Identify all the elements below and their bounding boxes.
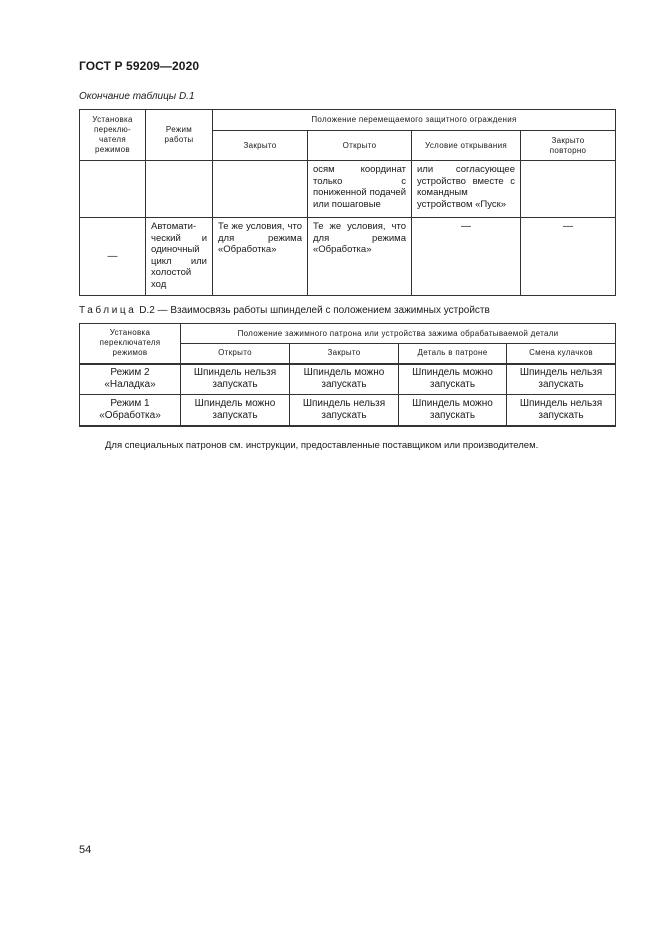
- footnote: Для специальных патронов см. инструкции, предоставленные поставщиком или производителем.: [105, 440, 539, 451]
- table-cell: Шпиндель нельзя запускать: [507, 395, 616, 426]
- table-row: [80, 218, 616, 296]
- table-cell-mode: Режим 2 «Наладка»: [80, 364, 181, 395]
- table-cell: Шпиндель можно запускать: [399, 364, 507, 395]
- table-d2-caption: Таблица D.2 — Взаимосвязь работы шпинделей с положением зажимных устройств: [79, 305, 490, 316]
- table-cell: —: [521, 218, 616, 296]
- table-cell: Шпиндель нельзя запускать: [181, 364, 290, 395]
- header-jaw-change: Смена кулачков: [507, 344, 616, 364]
- table-cell: Шпиндель нельзя запускать: [290, 395, 399, 426]
- header-open-condition: Условие открывания: [412, 131, 521, 161]
- table-row: [80, 161, 616, 218]
- table-d1-continuation-caption: Окончание таблицы D.1: [79, 91, 195, 102]
- table-cell: Те же условия, что для режима «Обработка»: [213, 218, 308, 296]
- table-d2: [79, 323, 616, 427]
- header-closed: Закрыто: [213, 131, 308, 161]
- table-row: [80, 364, 616, 395]
- table-cell: [213, 161, 308, 218]
- header-chuck-position: Положение зажимного патрона или устройства зажима обрабатываемой детали: [181, 324, 616, 344]
- table-cell: —: [80, 218, 146, 296]
- header-open: Открыто: [181, 344, 290, 364]
- header-part-in-chuck: Деталь в патроне: [399, 344, 507, 364]
- table-cell: —: [412, 218, 521, 296]
- header-closed-again: Закрыто повторно: [521, 131, 616, 161]
- table-cell: [521, 161, 616, 218]
- header-mode-setting: Установка переклю- чателя режимов: [80, 110, 146, 161]
- header-work-mode: Режим работы: [146, 110, 213, 161]
- table-cell: Шпиндель можно запускать: [181, 395, 290, 426]
- header-mode-setting: Установка переключателя режимов: [80, 324, 181, 364]
- document-id: ГОСТ Р 59209—2020: [79, 59, 200, 73]
- table-cell: [146, 161, 213, 218]
- table-cell: Шпиндель нельзя запускать: [507, 364, 616, 395]
- header-guard-position: Положение перемещаемого защитного ограждения: [213, 110, 616, 131]
- table-cell: или согласующее устройство вместе с командным устройством «Пуск»: [412, 161, 521, 218]
- table-cell: Шпиндель можно запускать: [290, 364, 399, 395]
- table-cell: Шпиндель можно запускать: [399, 395, 507, 426]
- table-d1: [79, 109, 616, 296]
- header-closed: Закрыто: [290, 344, 399, 364]
- table-cell: осям координат только с пониженной подачей или пошаговые: [308, 161, 412, 218]
- table-cell: Те же условия, что для режима «Обработка»: [308, 218, 412, 296]
- page-number: 54: [79, 844, 92, 856]
- header-open: Открыто: [308, 131, 412, 161]
- table-cell: [80, 161, 146, 218]
- table-cell-mode: Режим 1 «Обработка»: [80, 395, 181, 426]
- table-row: [80, 395, 616, 426]
- table-cell-mode: Автомати- ческий и одиночный цикл или холостой ход: [146, 218, 213, 296]
